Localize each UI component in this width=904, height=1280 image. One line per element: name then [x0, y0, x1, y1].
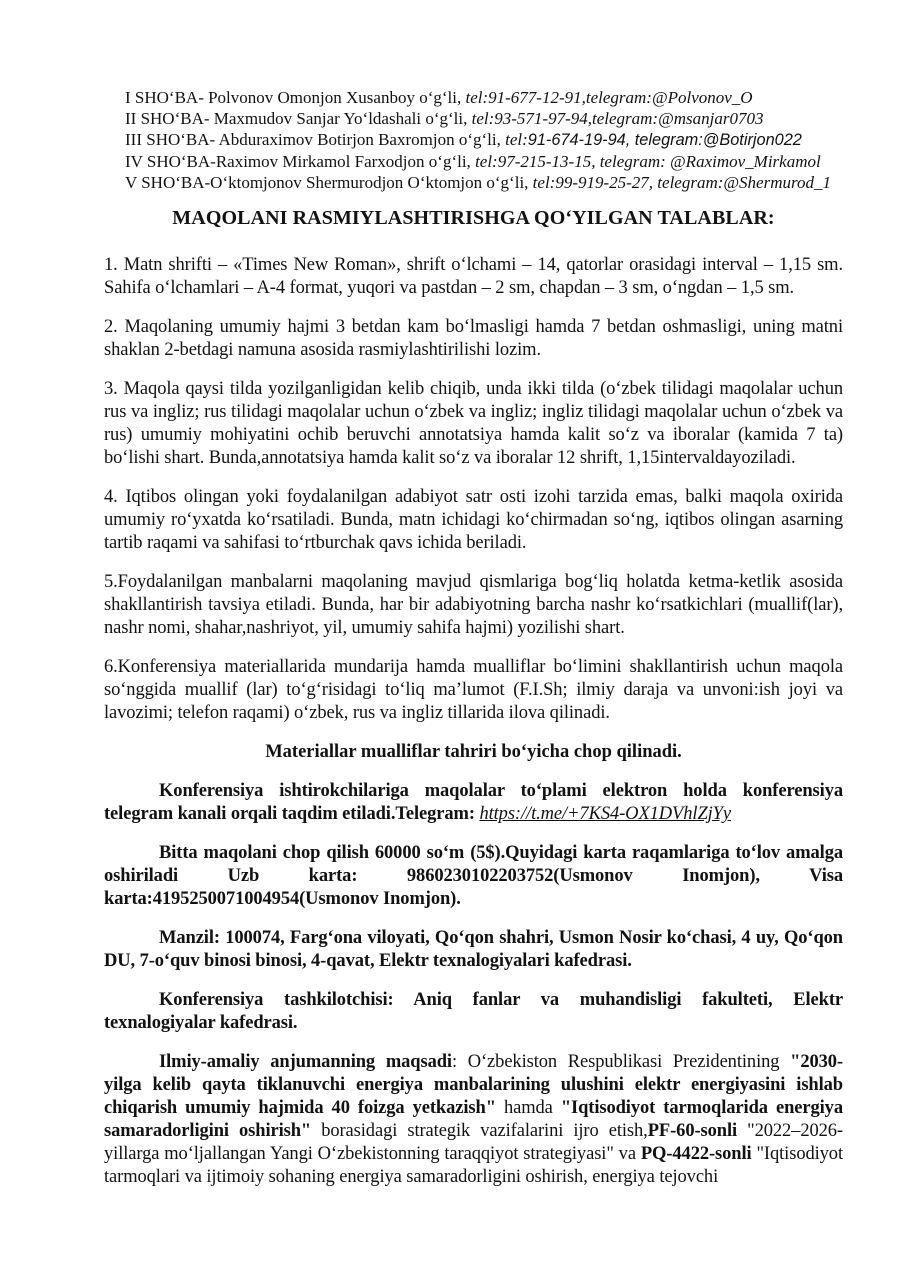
section-head-line-5 [125, 172, 843, 193]
telegram-handle: tel:93-571-97-94,telegram:@msanjar0703 [471, 109, 764, 128]
conference-purpose-paragraph [104, 1051, 843, 1189]
text-run: "2030-yilga kelib qayta tiklanuvchi energiya manbalarining ulushini elektr energiyasini ishlab chiqarish umumiy hajmida 40 foizga yetkazish" [104, 1052, 843, 1118]
address-paragraph: Manzil: 100074, Fargʻona viloyati, Qoʻqon shahri, Usmon Nosir koʻchasi, 4 uy, Qoʻqon DU, 7-oʻquv binosi binosi, 4-qavat, Elektr texnalogiyalari kafedrasi. [104, 928, 843, 971]
text-run: borasidagi strategik vazifalarini ijro etish, [311, 1121, 648, 1141]
telegram-handle: tel:99-919-25-27, telegram:@Shermurod_1 [532, 173, 831, 192]
text-run: IV SHOʻBA-Raximov Mirkamol Farxodjon oʻgʻli, [125, 152, 476, 171]
telegram-distribution-paragraph [104, 780, 843, 826]
requirement-paragraph-3: 3. Maqola qaysi tilda yozilganligidan kelib chiqib, unda ikki tilda (oʻzbek tilidagi maqolalar uchun rus va ingliz; rus tilidagi maqolalar uchun oʻzbek va ingliz; ingliz tilidagi maqolalar uchun oʻzbek va rus) umumiy mohiyatini ochib beruvchi annotatsiya hamda kalit soʻz va iboralar (kamida 7 ta) boʻlishi shart. Bunda,annotatsiya hamda kalit soʻz va iboralar 12 shrift, 1,15intervaldayoziladi. [104, 379, 843, 468]
text-run: tel: [505, 130, 528, 149]
text-run: hamda [495, 1098, 561, 1118]
section-head-line-4 [125, 151, 843, 172]
text-run: Ilmiy-amaliy anjumanning maqsadi [159, 1052, 452, 1072]
telegram-handle: tel:91-677-12-91,telegram:@Polvonov_O [465, 88, 753, 107]
text-run: I SHOʻBA- Polvonov Omonjon Xusanboy oʻgʻli, [125, 88, 466, 107]
text-run: V SHOʻBA-Oʻktomjonov Shermurodjon Oʻktomjon oʻgʻli, [125, 173, 533, 192]
text-run: : Oʻzbekiston Respublikasi Prezidentining [451, 1052, 791, 1072]
requirement-paragraph-1: 1. Matn shrifti – «Times New Roman», shrift oʻlchami – 14, qatorlar orasidagi interval – 1,15 sm. Sahifa oʻlchamlari – A-4 format, yuqori va pastdan – 2 sm, chapdan – 3 sm, oʻngdan – 1,5 sm. [104, 255, 843, 298]
text-run: PF-60-sonli [647, 1121, 738, 1141]
telegram-handle: tel:97-215-13-15, telegram: @Raximov_Mirkamol [475, 152, 821, 171]
section-head-line-1 [125, 87, 843, 108]
authors-edition-note: Materiallar mualliflar tahriri boʻyicha chop qilinadi. [265, 742, 682, 762]
section-head-line-2 [125, 108, 843, 129]
requirements-heading: MAQOLANI RASMIYLASHTIRISHGA QOʻYILGAN TALABLAR: [172, 207, 775, 229]
telegram-channel-link[interactable]: https://t.me/+7KS4-OX1DVhlZjYy [479, 804, 731, 824]
text-run: II SHOʻBA- Maxmudov Sanjar Yoʻldashali oʻgʻli, [125, 109, 472, 128]
section-heads-list [104, 87, 843, 193]
requirement-paragraph-2: 2. Maqolaning umumiy hajmi 3 betdan kam boʻlmasligi hamda 7 betdan oshmasligi, uning matni shaklan 2-betdagi namuna asosida rasmiylashtirilishi lozim. [104, 317, 843, 360]
text-run: PQ-4422-sonli [640, 1144, 752, 1164]
section-head-line-3 [125, 129, 843, 151]
text-run: "Iqtisodiyot tarmoqlarida energiya samaradorligini oshirish" [104, 1098, 843, 1141]
text-run: "2022–2026-yillarga moʻljallangan Yangi Oʻzbekistonning taraqqiyot strategiyasi" va [104, 1121, 843, 1164]
requirement-paragraph-6: 6.Konferensiya materiallarida mundarija hamda mualliflar boʻlimini shakllantirish uchun maqola soʻnggida muallif (lar) toʻgʻrisidagi toʻliq maʼlumot (F.I.Sh; ilmiy daraja va unvoni:ish joyi va lavozimi; telefon raqami) oʻzbek, rus va ingliz tillarida ilova qilinadi. [104, 657, 843, 723]
organizer-paragraph: Konferensiya tashkilotchisi: Aniq fanlar va muhandisligi fakulteti, Elektr texnalogiyalar kafedrasi. [104, 990, 843, 1033]
payment-paragraph: Bitta maqolani chop qilish 60000 soʻm (5$).Quyidagi karta raqamlariga toʻlov amalga oshiriladi Uzb karta: 9860230102203752(Usmonov Inomjon), Visa karta:4195250071004954(Usmonov Inomjon). [104, 843, 843, 909]
text-run: III SHOʻBA- Abduraximov Botirjon Baxromjon oʻgʻli, [125, 130, 506, 149]
text-run: "Iqtisodiyot tarmoqlari va ijtimoiy sohaning energiya samaradorligini oshirish, energiya tejovchi [104, 1144, 843, 1187]
text-run: Konferensiya ishtirokchilariga maqolalar toʻplami elektron holda konferensiya telegram kanali orqali taqdim etiladi.Telegram: [104, 781, 843, 824]
requirement-paragraph-5: 5.Foydalanilgan manbalarni maqolaning mavjud qismlariga bogʻliq holatda ketma-ketlik asosida shakllantirish tavsiya etiladi. Bunda, har bir adabiyotning barcha nashr koʻrsatkichlari (muallif(lar), nashr nomi, shahar,nashriyot, yil, umumiy sahifa hajmi) yozilishi shart. [104, 572, 843, 638]
requirement-paragraph-4: 4. Iqtibos olingan yoki foydalanilgan adabiyot satr osti izohi tarzida emas, balki maqola oxirida umumiy roʻyxatda koʻrsatiladi. Bunda, matn ichidagi koʻchirmadan soʻng, iqtibos olingan asarning tartib raqami va sahifasi toʻrtburchak qavs ichida beriladi. [104, 487, 843, 553]
telegram-handle: 91-674-19-94, telegram:@Botirjon022 [527, 131, 802, 149]
document-content [104, 87, 843, 1205]
